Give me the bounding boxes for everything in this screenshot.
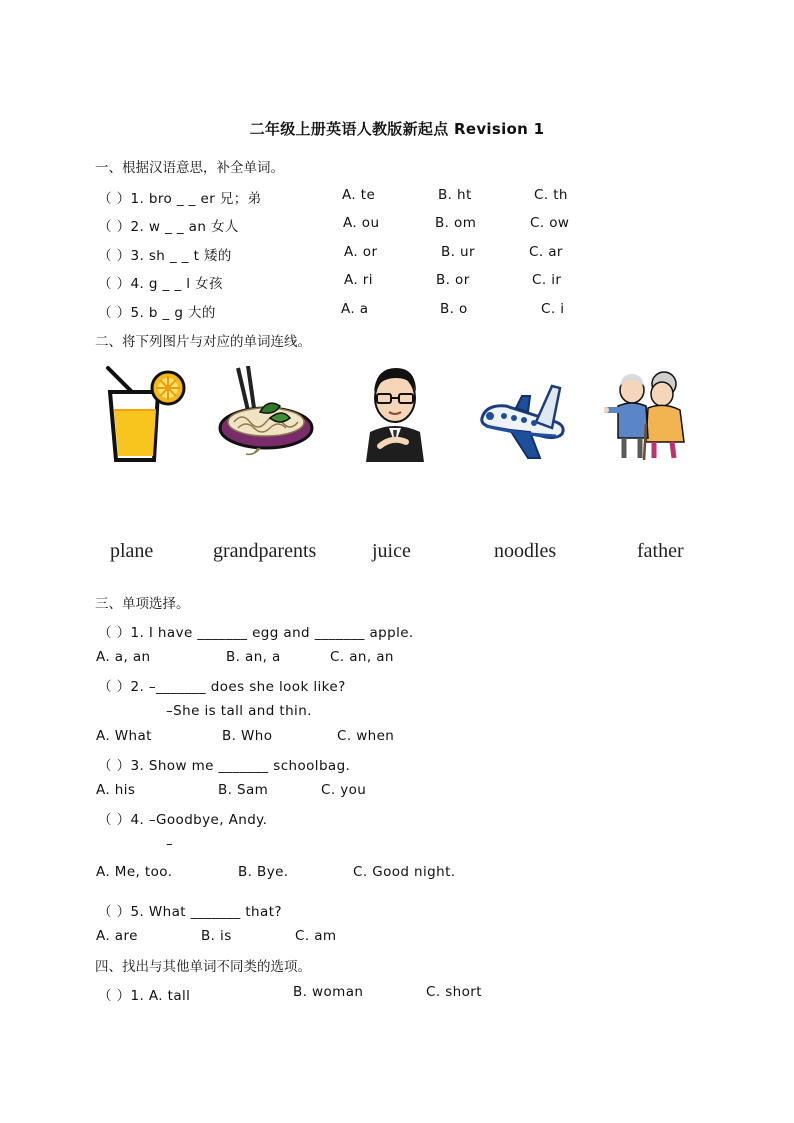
grandparents-icon: [604, 366, 700, 462]
part1-q3-option-c: C. ar: [529, 244, 563, 260]
part3-q1-option-b: B. an, a: [226, 649, 281, 665]
part1-q3: （ ）3. sh _ _ t 矮的: [98, 248, 232, 264]
part3-q2-option-b: B. Who: [222, 728, 273, 744]
juice-icon: [100, 362, 190, 462]
part3-q1-option-c: C. an, an: [330, 649, 394, 665]
part1-q1-option-a: A. te: [342, 187, 376, 203]
part1-q1-option-b: B. ht: [438, 187, 472, 203]
part1-q4-option-c: C. ir: [532, 272, 562, 288]
part1-q2-option-c: C. ow: [530, 215, 570, 231]
part2-heading: 二、将下列图片与对应的单词连线。: [95, 334, 311, 350]
part1-q5-option-a: A. a: [341, 301, 369, 317]
part4-heading: 四、找出与其他单词不同类的选项。: [95, 959, 311, 975]
part3-q4-option-b: B. Bye.: [238, 864, 289, 880]
part1-q4: （ ）4. g _ _ l 女孩: [98, 276, 223, 292]
part3-q3-option-c: C. you: [321, 782, 367, 798]
part1-q2-option-b: B. om: [435, 215, 477, 231]
part1-q3-option-b: B. ur: [441, 244, 475, 260]
part1-heading: 一、根据汉语意思，补全单词。: [95, 160, 284, 176]
part3-q2: （ ）2. –_______ does she look like?: [98, 679, 346, 695]
part1-q3-option-a: A. or: [344, 244, 378, 260]
part4-q1: （ ）1. A. tall: [98, 988, 191, 1004]
part1-q1: （ ）1. bro _ _ er 兄；弟: [98, 191, 262, 207]
word-grandparents: grandparents: [213, 540, 317, 562]
part1-q2-option-a: A. ou: [343, 215, 380, 231]
part3-q5-option-c: C. am: [295, 928, 337, 944]
part1-q5: （ ）5. b _ g 大的: [98, 305, 216, 321]
part3-q1-option-a: A. a, an: [96, 649, 151, 665]
plane-icon: [476, 378, 572, 462]
part3-q2-option-c: C. when: [337, 728, 395, 744]
noodles-icon: [212, 366, 318, 462]
part1-q1-option-c: C. th: [534, 187, 568, 203]
part1-q2: （ ）2. w _ _ an 女人: [98, 219, 239, 235]
word-juice: juice: [372, 540, 411, 562]
part3-q3: （ ）3. Show me _______ schoolbag.: [98, 758, 351, 774]
part3-q4-option-c: C. Good night.: [353, 864, 456, 880]
part4-q1-option-b: B. woman: [293, 984, 364, 1000]
part3-heading: 三、单项选择。: [95, 596, 190, 612]
part1-q5-option-c: C. i: [541, 301, 565, 317]
part3-q2-answer: –She is tall and thin.: [166, 703, 312, 719]
part3-q2-option-a: A. What: [96, 728, 152, 744]
father-icon: [362, 362, 428, 462]
part1-q5-option-b: B. o: [440, 301, 468, 317]
part3-q4: （ ）4. –Goodbye, Andy.: [98, 812, 268, 828]
part1-q4-option-a: A. ri: [344, 272, 373, 288]
page-title: 二年级上册英语人教版新起点 Revision 1: [249, 120, 545, 138]
word-plane: plane: [110, 540, 154, 562]
part3-q3-option-a: A. his: [96, 782, 136, 798]
part3-q1: （ ）1. I have _______ egg and _______ apple.: [98, 625, 414, 641]
part3-q5: （ ）5. What _______ that?: [98, 904, 282, 920]
word-noodles: noodles: [494, 540, 557, 562]
part3-q3-option-b: B. Sam: [218, 782, 269, 798]
part3-q5-option-b: B. is: [201, 928, 232, 944]
word-father: father: [637, 540, 684, 562]
part4-q1-option-c: C. short: [426, 984, 482, 1000]
part3-q4-answer: –: [166, 836, 174, 852]
part1-q4-option-b: B. or: [436, 272, 470, 288]
part3-q4-option-a: A. Me, too.: [96, 864, 173, 880]
part3-q5-option-a: A. are: [96, 928, 138, 944]
